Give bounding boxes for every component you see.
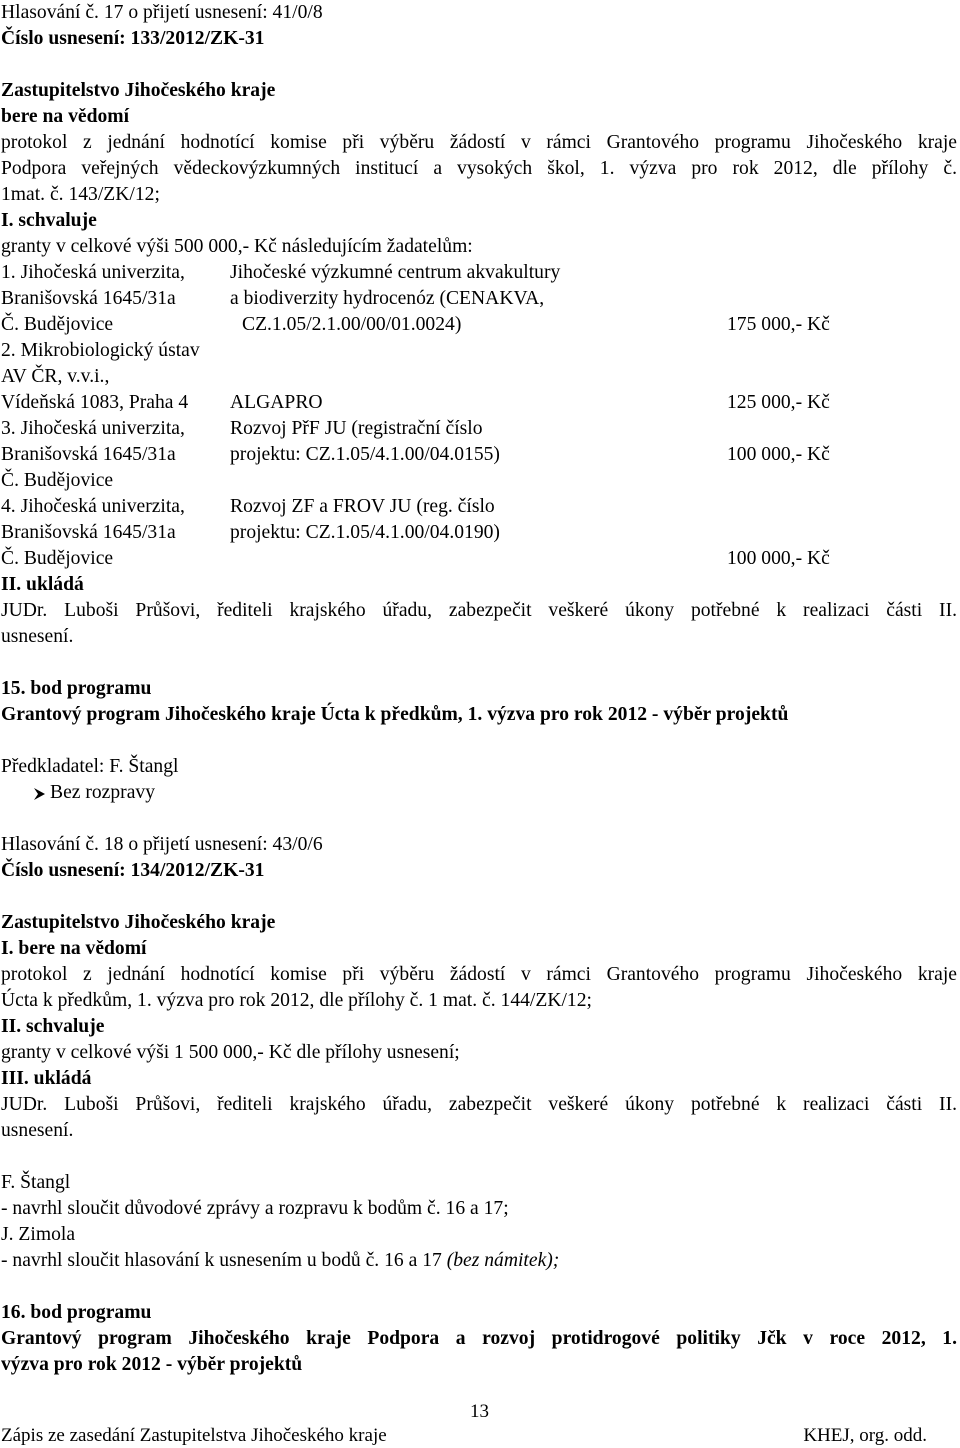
protocol-2-line-b: Úcta k předkům, 1. výzva pro rok 2012, dle přílohy č. 1 mat. č. 144/ZK/12;: [1, 990, 592, 1011]
takes-note-heading-1: bere na vědomí: [1, 106, 130, 127]
judr-1-line-a: JUDr. Luboši Průšovi, řediteli krajského úřadu, zabezpečit veškeré úkony potřebné k realizaci části II.: [1, 600, 957, 621]
zimola-proposal-note: (bez námitek);: [446, 1250, 560, 1271]
grant-2-applicant-line-1: 2. Mikrobiologický ústav: [1, 340, 200, 361]
no-discussion-text: Bez rozpravy: [50, 782, 155, 803]
grant-1-project-line-2: a biodiverzity hydrocenóz (CENAKVA,: [230, 288, 545, 309]
grant-1-amount: 175 000,- Kč: [727, 314, 830, 335]
grant-3-applicant-line-3: Č. Budějovice: [1, 470, 114, 491]
takes-note-heading-2: I. bere na vědomí: [1, 938, 147, 959]
agenda-item-15: 15. bod programu: [1, 678, 152, 699]
page-number: 13: [470, 1401, 489, 1422]
judr-2-line-b: usnesení.: [1, 1120, 74, 1141]
presenter-line: Předkladatel: F. Štangl: [1, 756, 179, 777]
judr-1-line-b: usnesení.: [1, 626, 74, 647]
judr-2-line-a: JUDr. Luboši Průšovi, řediteli krajského úřadu, zabezpečit veškeré úkony potřebné k realizaci části II.: [1, 1094, 957, 1115]
agenda-item-16-title-b: výzva pro rok 2012 - výběr projektů: [1, 1354, 303, 1375]
approves-heading-1: I. schvaluje: [1, 210, 97, 231]
approves-heading-2: II. schvaluje: [1, 1016, 105, 1037]
grant-3-project-line-2: projektu: CZ.1.05/4.1.00/04.0155): [230, 444, 500, 465]
assigns-heading-1: II. ukládá: [1, 574, 84, 595]
no-discussion-bullet: [32, 780, 155, 806]
grant-1-project-line-3: CZ.1.05/2.1.00/00/01.0024): [242, 314, 462, 335]
assigns-heading-2: III. ukládá: [1, 1068, 92, 1089]
protocol-2-line-a: protokol z jednání hodnotící komise při výběru žádostí v rámci Grantového programu Jihočeského kraje: [1, 964, 957, 985]
grant-4-project-line-1: Rozvoj ZF a FROV JU (reg. číslo: [230, 496, 495, 517]
council-heading-2: Zastupitelstvo Jihočeského kraje: [1, 912, 276, 933]
speaker-stangl: F. Štangl: [1, 1172, 71, 1193]
resolution-134-number: Číslo usnesení: 134/2012/ZK-31: [1, 860, 265, 881]
grants-total-1: granty v celkové výši 500 000,- Kč následujícím žadatelům:: [1, 236, 473, 257]
vote-18-line: Hlasování č. 18 o přijetí usnesení: 43/0/6: [1, 834, 323, 855]
speaker-zimola-proposal: [1, 1248, 559, 1274]
protocol-1-line-b: Podpora veřejných vědeckovýzkumných institucí a vysokých škol, 1. výzva pro rok 2012, dle přílohy č.: [1, 158, 957, 179]
grant-3-amount: 100 000,- Kč: [727, 444, 830, 465]
protocol-1-line-a: protokol z jednání hodnotící komise při výběru žádostí v rámci Grantového programu Jihočeského kraje: [1, 132, 957, 153]
speaker-zimola: J. Zimola: [1, 1224, 76, 1245]
grant-3-applicant-line-2: Branišovská 1645/31a: [1, 444, 176, 465]
grant-4-amount: 100 000,- Kč: [727, 548, 830, 569]
grant-4-applicant-line-3: Č. Budějovice: [1, 548, 114, 569]
zimola-proposal-text: - navrhl sloučit hlasování k usnesením u bodů č. 16 a 17: [1, 1250, 442, 1271]
resolution-133-number: Číslo usnesení: 133/2012/ZK-31: [1, 28, 265, 49]
grant-2-applicant-line-2: AV ČR, v.v.i.,: [1, 366, 110, 387]
grant-4-applicant-line-1: 4. Jihočeská univerzita,: [1, 496, 185, 517]
grant-4-project-line-2: projektu: CZ.1.05/4.1.00/04.0190): [230, 522, 500, 543]
grant-1-applicant-line-3: Č. Budějovice: [1, 314, 114, 335]
grant-1-applicant-line-2: Branišovská 1645/31a: [1, 288, 176, 309]
grant-1-applicant-line-1: 1. Jihočeská univerzita,: [1, 262, 185, 283]
vote-17-line: Hlasování č. 17 o přijetí usnesení: 41/0/8: [1, 2, 323, 23]
footer-left: Zápis ze zasedání Zastupitelstva Jihočeského kraje: [1, 1425, 387, 1446]
agenda-item-16-title-a: Grantový program Jihočeského kraje Podpora a rozvoj protidrogové politiky Jčk v roce 2012, 1.: [1, 1328, 957, 1349]
grant-2-applicant-line-3: Vídeňská 1083, Praha 4: [1, 392, 189, 413]
grant-2-amount: 125 000,- Kč: [727, 392, 830, 413]
grant-3-project-line-1: Rozvoj PřF JU (registrační číslo: [230, 418, 483, 439]
agenda-item-15-title: Grantový program Jihočeského kraje Úcta k předkům, 1. výzva pro rok 2012 - výběr projektů: [1, 704, 789, 725]
protocol-1-line-c: 1mat. č. 143/ZK/12;: [1, 184, 160, 205]
page-footer: [1, 1424, 927, 1448]
arrow-bullet-icon: [32, 787, 46, 801]
grant-4-applicant-line-2: Branišovská 1645/31a: [1, 522, 176, 543]
grants-total-2: granty v celkové výši 1 500 000,- Kč dle přílohy usnesení;: [1, 1042, 460, 1063]
footer-right: KHEJ, org. odd.: [803, 1425, 927, 1446]
grant-3-applicant-line-1: 3. Jihočeská univerzita,: [1, 418, 185, 439]
agenda-item-16: 16. bod programu: [1, 1302, 152, 1323]
council-heading-1: Zastupitelstvo Jihočeského kraje: [1, 80, 276, 101]
grant-2-project: ALGAPRO: [230, 392, 323, 413]
grant-1-project-line-1: Jihočeské výzkumné centrum akvakultury: [230, 262, 561, 283]
speaker-stangl-proposal: - navrhl sloučit důvodové zprávy a rozpravu k bodům č. 16 a 17;: [1, 1198, 509, 1219]
